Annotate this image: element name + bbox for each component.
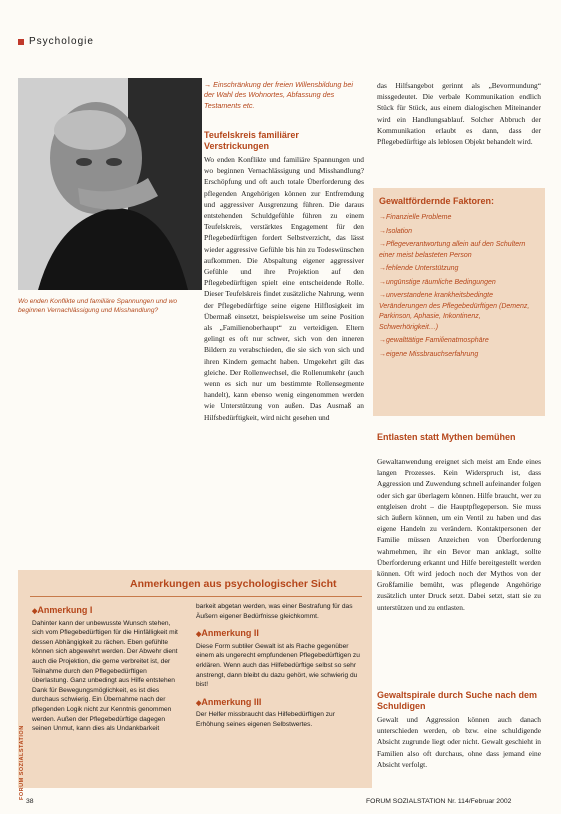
annotation-heading: ◆ Anmerkung III xyxy=(196,698,364,709)
factors-box xyxy=(373,188,545,416)
factors-list xyxy=(379,213,539,360)
list-item: → unverstandene krankheitsbedingte Veränderungen des Pflegebedürftigen (Demenz, Parkinson, Aphasie, Inkontinenz, Schwerhörigkeit…) xyxy=(379,291,539,333)
list-item: → eigene Missbrauchserfahrung xyxy=(379,350,539,361)
annotation-text: Diese Form subtiler Gewalt ist als Rache gegenüber einem als ungerecht empfundenen Pflegebedürftigen zu erklären. Wenn auch das Hilfebedürftige selbst so sehr anstrengt, dann bleibt du dazu gehört, wie schwierig du bist! xyxy=(196,642,360,689)
paragraph: Gewalt und Aggression können auch danach unterschieden werden, ob bzw. eine schuldigende Absicht zugrunde liegt oder nicht. Gewalt geschieht in Familien also oft durchaus, ohne dass jemand eine Absicht verfolgt. xyxy=(377,715,541,769)
body-text-right-middle xyxy=(377,456,541,613)
section-title: Psychologie xyxy=(29,36,94,47)
body-text-right-top xyxy=(377,80,541,147)
section-label xyxy=(18,36,94,47)
list-item: → Finanzielle Probleme xyxy=(379,213,539,224)
annotation-text: barkeit abgetan werden, was einer Bestrafung für das Äußern eigener Bedürfnisse gleichkommt. xyxy=(196,603,353,620)
list-item: → Isolation xyxy=(379,227,539,238)
annotation-text: Der Helfer missbraucht das Hilfebedürftigen zur Erhöhung seines eigenen Selbstwertes. xyxy=(196,711,335,728)
list-item: → ungünstige räumliche Bedingungen xyxy=(379,278,539,289)
photo-illustration xyxy=(18,78,202,290)
quote-list-item: → Einschränkung der freien Willensbildung bei der Wahl des Wohnortes, Abfassung des Testaments etc. xyxy=(204,80,353,110)
section-marker-icon xyxy=(18,39,24,45)
section-heading-gewaltspirale: Gewaltspirale durch Suche nach dem Schuldigen xyxy=(377,690,538,711)
portrait-photo xyxy=(18,78,202,290)
publication-footer: FORUM SOZIALSTATION Nr. 114/Februar 2002 xyxy=(366,798,512,805)
paragraph: Wo enden Konflikte und familiäre Spannungen und wo beginnen Vernachlässigung und Misshandlung? Erschöpfung und oft auch totale Überforderung des pflegenden Angehörigen können zur Entfremdung und aggressiver Ausgrenzung führen. Die daraus entstehenden Schuldgefühle führen zu einem Teufelskreis, verstärktes Engagement für den Pflegebedürftigen fordert Selbstverzicht, das lässt wieder aggressive Gefühle bis hin zu Todeswünschen aufkommen. Die Abspaltung eigener aggressiver Gefühle und ihre Projektion auf den Pflegebedürftigen spielt eine entscheidende Rolle. Dieser Teufelskreis findet zusätzliche Nahrung, wenn der Pflegebedürftige seine eigene Hilflosigkeit im Übermaß einsetzt, beispielsweise um seine Position als „Familienoberhaupt“ zu verteidigen. Eltern gelingt es oft nur schwer, sich von den inneren Bildern zu verabschieden, die sie sich von sich und ihren Kindern gemacht haben. Umgekehrt gilt das gleiche. Der Rollenwechsel, die Rollenumkehr (auch wenn es sich nur um bestimmte Rollensegmente handelt), kann ebenso wenig eingenommen werden wie Unterstützung von außen. Das Ausmaß an Hilfsbedürftigkeit, wird nicht gesehen und xyxy=(204,155,364,422)
annotation-heading: ◆ Anmerkung II xyxy=(196,629,364,640)
annotation-heading: ◆ Anmerkung I xyxy=(32,606,182,617)
photo-caption: Wo enden Konflikte und familiäre Spannungen und wo beginnen Vernachlässigung und Misshandlung? xyxy=(18,298,178,315)
annotation-column-left xyxy=(32,606,182,742)
annotation-column-right xyxy=(196,602,364,738)
annotations-box xyxy=(18,570,372,800)
section-heading-entlasten: Entlasten statt Mythen bemühen xyxy=(377,432,516,442)
body-text-middle xyxy=(204,154,364,423)
factors-heading: Gewaltfördernde Faktoren: xyxy=(379,196,495,206)
page-number: 38 xyxy=(26,798,34,805)
body-text-right-bottom xyxy=(377,714,541,770)
list-item: → Pflegeverantwortung allein auf den Schultern einer meist belasteten Person xyxy=(379,240,539,261)
list-item: → gewalttätige Familienatmosphäre xyxy=(379,336,539,347)
paragraph: das Hilfsangebot gerinnt als „Bevormundung“ missgedeutet. Die verbale Kommunikation endlich Stück für Stück, aus einem dialogischen Miteinander wird ein Handlungsablauf. Solcher Abbruch der Kommunikation erlaubt es dann, dass der Pflegebedürftige als leblosen Objekt behandelt wird. xyxy=(377,81,541,147)
side-label: FORUM SOZIALSTATION xyxy=(19,725,25,800)
annotation-text: Dahinter kann der unbewusste Wunsch stehen, sich vom Pflegebedürftigen für die Hinfälligkeit mit dessen Abhängigkeit zu rächen. Eben gefühlte können sich abgewehrt werden. Der Abwehr dient auch die Projektion, die gerne verbreitet ist, der Teilnahme durch den Pflegebedürftigen überlastung. Ganz unbedingt aus Hilfe entstehen Dank für Bewegungsmöglichkeit, es ist dies durchaus schwierig. Ein Übernahme nach der pflegenden Logik nicht zur Kenntnis genommen werden. Außen der Pflegebedürftige dagegen seinen Unmut, kann dies als Undankbarkeit xyxy=(32,619,178,733)
annotations-title: Anmerkungen aus psychologischer Sicht xyxy=(130,578,337,590)
paragraph: Gewaltanwendung ereignet sich meist am Ende eines langen Prozesses. Kein Widerspruch ist, dass Aggression und Zuwendung schnell aufeinander folgen oder sich gar überlagern können. Hilfe braucht, wer zu entgleisen droht – die Hauptpflegeperson. Sie muss sich äußern können, um ein Ventil zu haben und das eigene Handeln zu verändern. Kontaktpersonen der Familie müssen Anzeichen von Überforderung wahrnehmen, ihr ein Bevor man anklagt, sollte Überforderung erkannt und Hilfe bereitgestellt werden können. Oft wird jedoch noch der Mythos von der Großfamilie bemüht, was pflegende Angehörige zusätzlich unter Druck setzt. Dabei setzt, statt sie zu unterstützen und zu entlasten. xyxy=(377,457,541,612)
divider xyxy=(30,596,362,597)
side-bar xyxy=(18,600,30,800)
section-heading-teufelskreis: Teufelskreis familiärer Verstrickungen xyxy=(204,130,299,151)
list-item: → fehlende Unterstützung xyxy=(379,264,539,275)
